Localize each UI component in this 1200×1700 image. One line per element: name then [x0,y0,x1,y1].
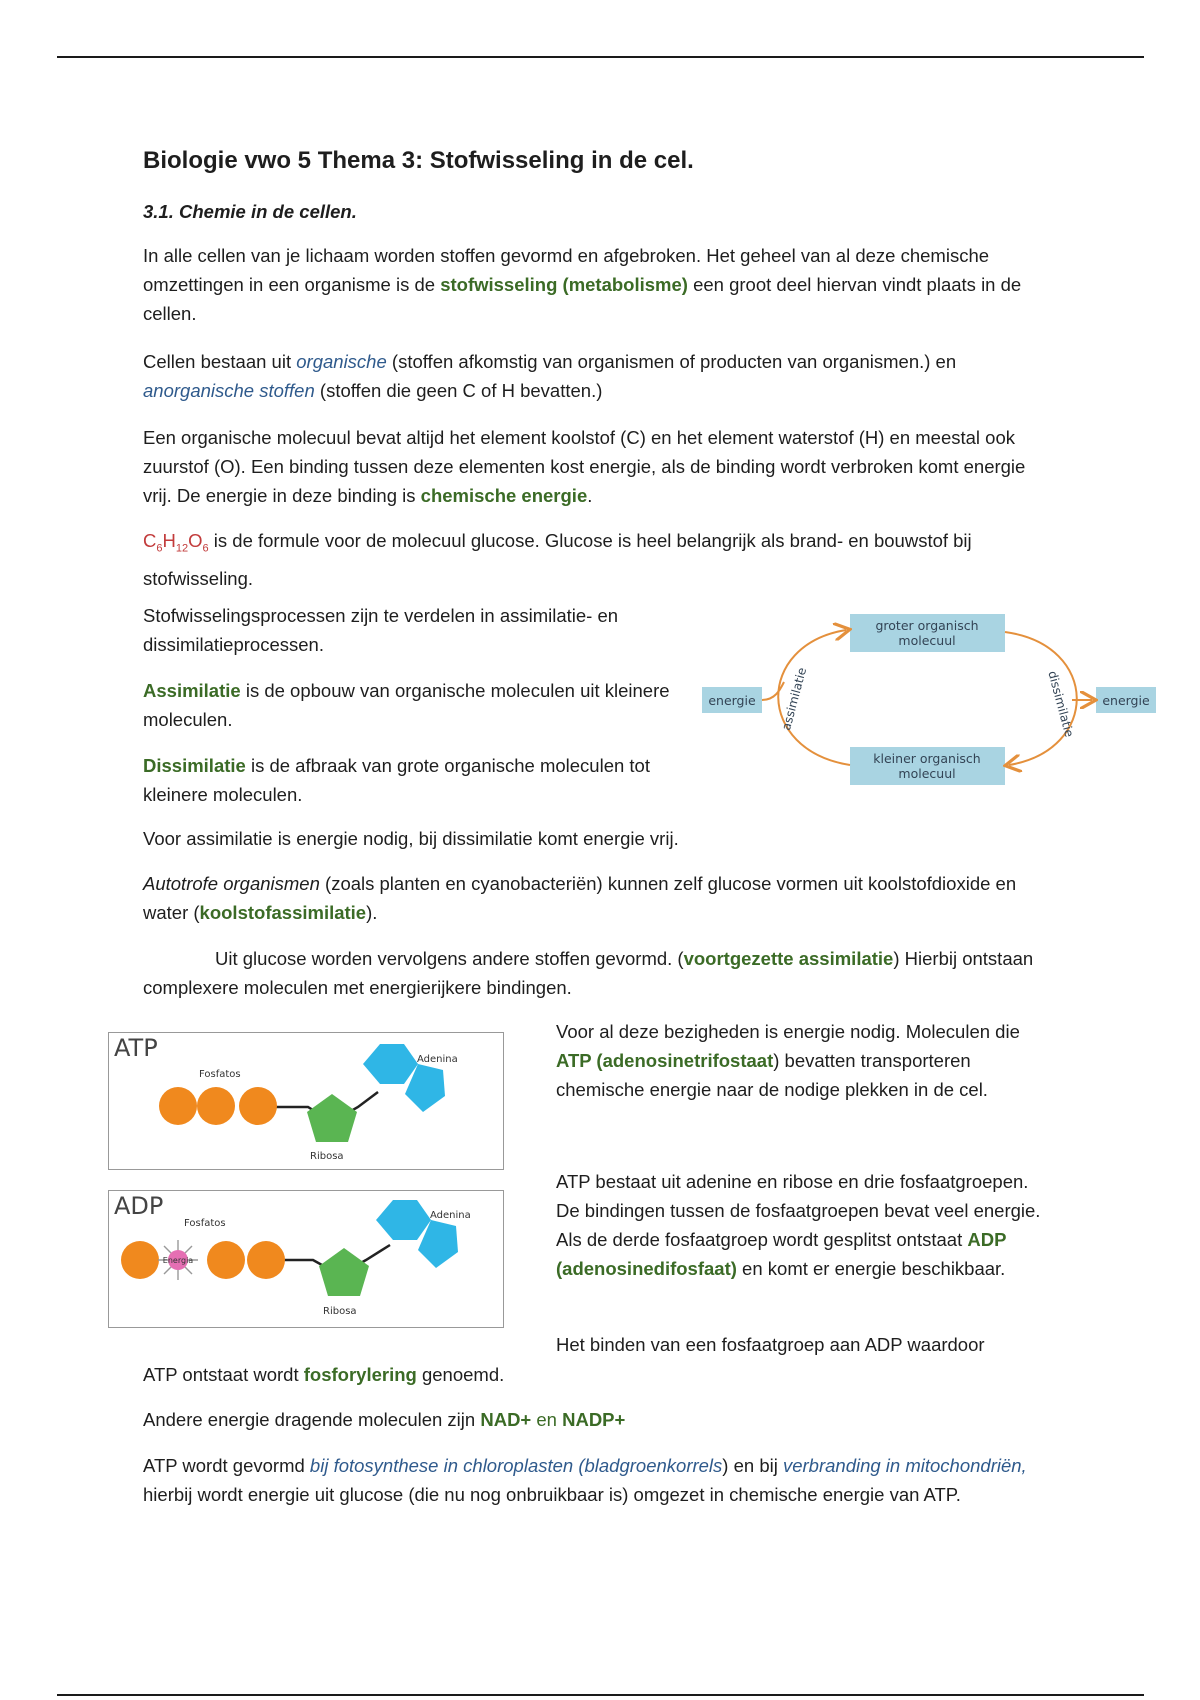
energy-burst-icon [158,1240,198,1280]
adp-fosfatos-label: Fosfatos [184,1218,226,1229]
glucose-formula: $C_6H_{12}O_6$ [143,530,209,555]
paragraph-binden-line1: Het binden van een fosfaatgroep aan ADP waardoor [556,1334,985,1355]
paragraph-stofwisseling: In alle cellen van je lichaam worden stoffen gevormd en afgebroken. Het geheel van al deze chemische omzettingen in een organisme is de stofwisseling (metabolisme) een groot deel hiervan vindt plaats in de cellen. [143,245,1022,324]
paragraph-voortgezette: Uit glucose worden vervolgens andere stoffen gevormd. (voortgezette assimilatie) Hierbij ontstaan complexere moleculen met energierijkere bindingen. [143,948,1034,998]
adp-ribosa-label: Ribosa [323,1306,357,1317]
bottom-rule [57,1694,1144,1696]
term-stofwisseling: stofwisseling (metabolisme) [440,274,688,295]
adp-title: ADP [114,1192,164,1220]
svg-text:molecuul: molecuul [898,766,956,781]
term-dissimilatie: Dissimilatie [143,755,246,776]
atp-fosfatos-label: Fosfatos [199,1069,241,1080]
atp-ribosa-label: Ribosa [310,1151,344,1162]
term-nad: NAD+ [480,1409,532,1430]
term-atp: ATP (adenosinetrifostaat [556,1050,774,1071]
atp-title: ATP [114,1034,158,1062]
cycle-bottom-box [850,747,1005,785]
atp-phosphate-3 [239,1087,277,1125]
svg-text:energie: energie [708,693,756,708]
paragraph-assimilatie: Assimilatie is de opbouw van organische moleculen uit kleinere moleculen. [143,680,670,730]
paragraph-organische-molecuul: Een organische molecuul bevat altijd het element koolstof (C) en het element waterstof (H) en meestal ook zuurstof (O). Een binding tussen deze elementen kost energie, als de binding wordt verbroken komt energie vrij. De energie in deze binding is chemische energie. [143,427,1026,506]
paragraph-energie: Voor assimilatie is energie nodig, bij dissimilatie komt energie vrij. [143,828,679,849]
paragraph-autotrofe: Autotrofe organismen (zoals planten en cyanobacteriën) kunnen zelf glucose vormen uit koolstofdioxide en water (koolstofassimilatie). [143,873,1017,923]
svg-text:molecuul: molecuul [898,633,956,648]
atp-phosphate-2 [197,1087,235,1125]
term-anorganische: anorganische stoffen [143,380,315,401]
atp-phosphate-1 [159,1087,197,1125]
term-assimilatie: Assimilatie [143,680,241,701]
cycle-right-energy-box [1096,687,1156,713]
svg-text:kleiner organisch: kleiner organisch [873,751,981,766]
metabolism-cycle-diagram [700,610,1160,790]
term-koolstofassimilatie: koolstofassimilatie [199,902,367,923]
paragraph-atp-structure: ATP bestaat uit adenine en ribose en drie fosfaatgroepen. De bindingen tussen de fosfaatgroepen bevat veel energie. Als de derde fosfaatgroep wordt gesplitst ontstaat ADP (adenosinedifosfaat) en komt er energie beschikbaar. [556,1171,1041,1279]
term-fotosynthese: bij fotosynthese in chloroplasten (bladgroenkorrels [309,1455,723,1476]
term-chemische-energie: chemische energie [420,485,588,506]
atp-figure [108,1032,504,1170]
paragraph-glucose: $C_6H_{12}O_6$ is de formule voor de molecuul glucose. Glucose is heel belangrijk als brand- en bouwstof bij stofwisseling. [143,530,972,589]
svg-text:energie: energie [1102,693,1150,708]
term-verbranding: verbranding in mitochondriën, [782,1455,1027,1476]
term-fosforylering: fosforylering [303,1364,417,1385]
section-heading: 3.1. Chemie in de cellen. [143,201,357,222]
adp-phosphate-2 [247,1241,285,1279]
atp-adenina-label: Adenina [417,1054,458,1065]
energy-in-arrow [762,682,784,700]
term-nadp: NADP+ [562,1409,626,1430]
adp-phosphate-1 [207,1241,245,1279]
paragraph-atp-gevormd: ATP wordt gevormd bij fotosynthese in chloroplasten (bladgroenkorrels) en bij verbranding in mitochondriën, hierbij wordt energie uit glucose (die nu nog onbruikbaar is) omgezet in chemische energie van ATP. [143,1455,1027,1505]
term-autotrofe: Autotrofe organismen [143,873,320,894]
page-title: Biologie vwo 5 Thema 3: Stofwisseling in de cel. [143,147,694,174]
term-adp: ADP (adenosinedifosfaat) [556,1229,1007,1279]
term-voortgezette-assimilatie: voortgezette assimilatie [683,948,894,969]
adp-free-phosphate [121,1241,159,1279]
adp-figure [108,1190,504,1328]
svg-text:Energia: Energia [162,1256,194,1265]
svg-text:groter organisch: groter organisch [875,618,979,633]
adp-adenina-label: Adenina [430,1210,471,1221]
paragraph-processen: Stofwisselingsprocessen zijn te verdelen in assimilatie- en dissimilatieprocessen. [143,605,619,655]
dissimilatie-label: dissimilatie [1045,669,1077,739]
paragraph-nad: Andere energie dragende moleculen zijn NAD+ en NADP+ [143,1409,626,1430]
cycle-top-box [850,614,1005,652]
paragraph-dissimilatie: Dissimilatie is de afbraak van grote organische moleculen tot kleinere moleculen. [143,755,650,805]
cycle-left-energy-box [702,687,762,713]
assimilatie-label: assimilatie [779,666,810,732]
paragraph-atp-transport: Voor al deze bezigheden is energie nodig. Moleculen die ATP (adenosinetrifostaat) bevatten transporteren chemische energie naar de nodige plekken in de cel. [556,1021,1020,1100]
top-rule [57,56,1144,58]
paragraph-organisch: Cellen bestaan uit organische (stoffen afkomstig van organismen of producten van organismen.) en anorganische stoffen (stoffen die geen C of H bevatten.) [143,351,957,401]
paragraph-fosforylering: ATP ontstaat wordt fosforylering genoemd. [143,1364,505,1385]
term-organische: organische [296,351,387,372]
